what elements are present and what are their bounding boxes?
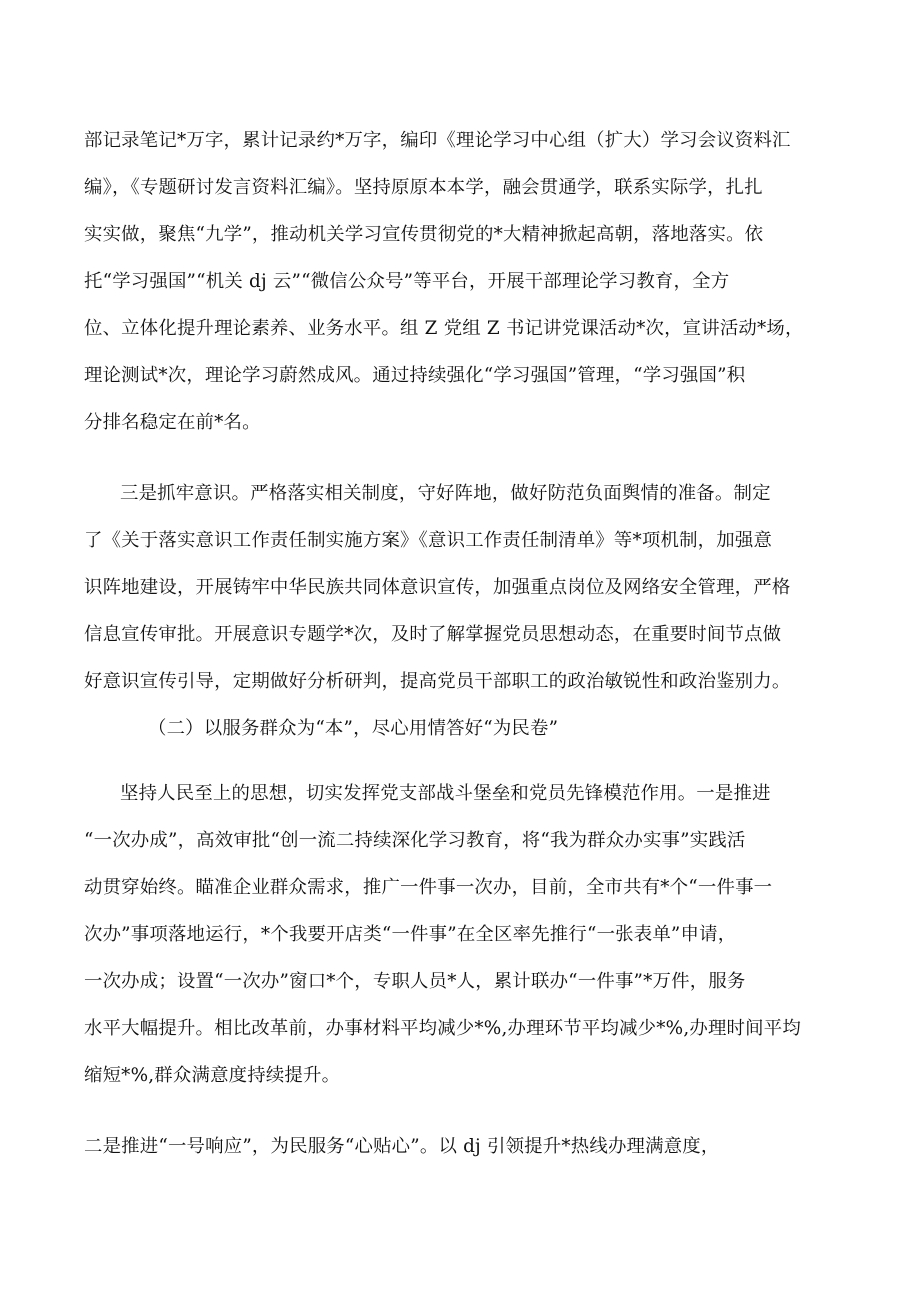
paragraph-line: 好意识宣传引导，定期做好分析研判，提高党员干部职工的政治敏锐性和政治鉴别力。: [84, 671, 791, 692]
paragraph-line: 三是抓牢意识。严格落实相关制度，守好阵地，做好防范负面舆情的准备。制定: [120, 483, 771, 504]
paragraph-line: 信息宣传审批。开展意识专题学*次，及时了解掌握党员思想动态，在重要时间节点做: [84, 624, 782, 645]
paragraph-line: 二是推进“一号响应”，为民服务“心贴心”。以 dj 引领提升*热线办理满意度，: [84, 1136, 720, 1157]
section-heading: （二）以服务群众为“本”，尽心用情答好“为民卷”: [148, 718, 559, 739]
paragraph-line: 动贯穿始终。瞄准企业群众需求，推广一件事一次办，目前，全市共有*个“一件事一: [84, 877, 773, 898]
paragraph-line: 理论测试*次，理论学习蔚然成风。通过持续强化“学习强国”管理，“学习强国”积: [84, 365, 746, 386]
paragraph-line: 识阵地建设，开展铸牢中华民族共同体意识宣传，加强重点岗位及网络安全管理，严格: [84, 577, 791, 598]
paragraph-line: 缩短*%,群众满意度持续提升。: [84, 1065, 341, 1086]
paragraph-line: 分排名稳定在前*名。: [84, 412, 261, 433]
paragraph-line: 坚持人民至上的思想，切实发挥党支部战斗堡垒和党员先锋模范作用。一是推进: [120, 783, 771, 804]
paragraph-line: 次办”事项落地运行，*个我要开店类“一件事”在全区率先推行“一张表单”申请，: [84, 924, 737, 945]
paragraph-line: 水平大幅提升。相比改革前，办事材料平均减少*%,办理环节平均减少*%,办理时间平均: [84, 1018, 801, 1039]
paragraph-line: 部记录笔记*万字，累计记录约*万字，编印《理论学习中心组（扩大）学习会议资料汇: [84, 130, 791, 151]
paragraph-line: 位、立体化提升理论素养、业务水平。组 Z 党组 Z 书记讲党课活动*次，宣讲活动*场，: [84, 318, 804, 339]
paragraph-line: 一次办成；设置“一次办”窗口*个，专职人员*人，累计联办“一件事”*万件，服务: [84, 971, 746, 992]
paragraph-line: 编》，《专题研讨发言资料汇编》。坚持原原本本学，融会贯通学，联系实际学，扎扎: [84, 177, 763, 198]
paragraph-line: “一次办成”，高效审批“创一流二持续深化学习教育，将“我为群众办实事”实践活: [84, 830, 746, 851]
paragraph-line: 了《关于落实意识工作责任制实施方案》《意识工作责任制清单》等*项机制，加强意: [84, 530, 773, 551]
paragraph-line: 实实做，聚焦“九学”，推动机关学习宣传贯彻党的*大精神掀起高朝，落地落实。依: [84, 224, 764, 245]
paragraph-line: 托“学习强国”“机关 dj 云”“微信公众号”等平台，开展干部理论学习教育，全方: [84, 271, 730, 292]
